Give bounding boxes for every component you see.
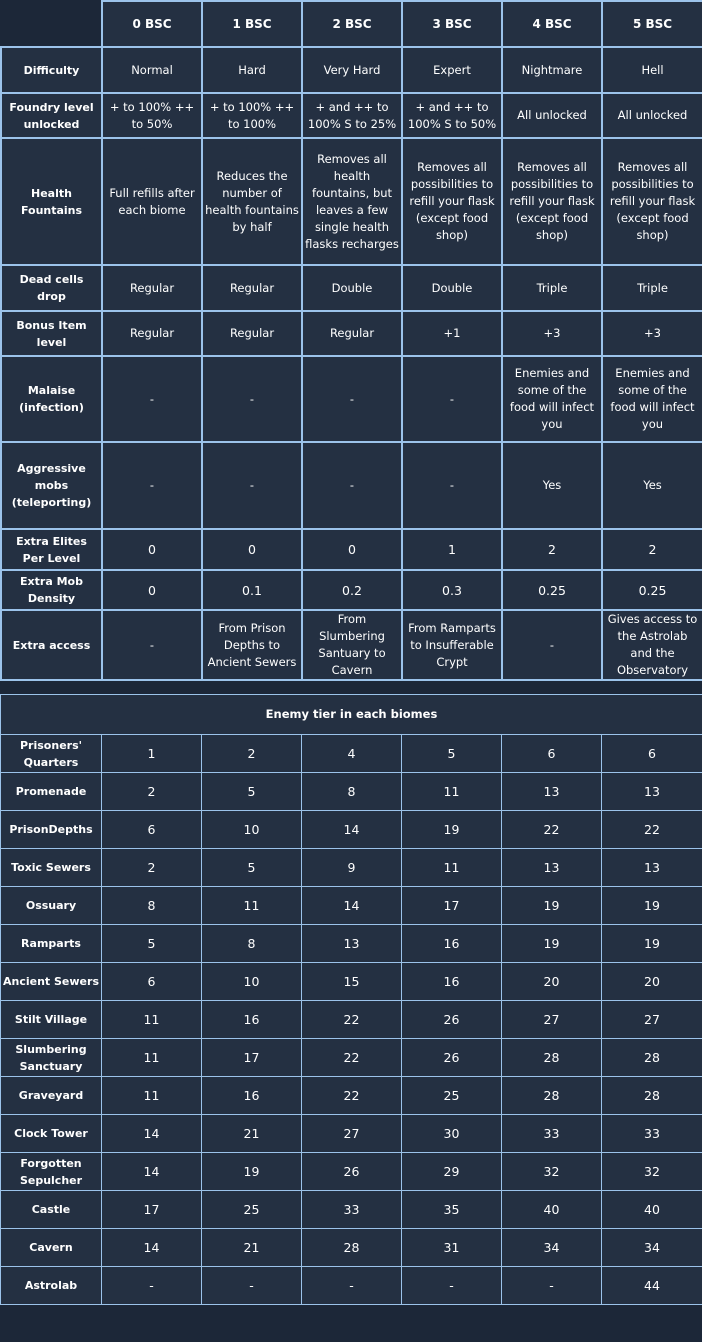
- table-cell: 33: [502, 1115, 602, 1153]
- table-cell: 29: [402, 1153, 502, 1191]
- table-cell: From Slumbering Santuary to Cavern: [302, 610, 402, 680]
- table-cell: -: [502, 1267, 602, 1305]
- table-cell: Enemies and some of the food will infect you: [602, 356, 702, 442]
- table-cell: 19: [402, 811, 502, 849]
- table-cell: 19: [202, 1153, 302, 1191]
- table-cell: Triple: [502, 265, 602, 311]
- table-cell: From Prison Depths to Ancient Sewers: [202, 610, 302, 680]
- table-cell: 28: [502, 1077, 602, 1115]
- row-label: Difficulty: [1, 47, 102, 93]
- table-cell: 28: [602, 1077, 702, 1115]
- table-cell: 31: [402, 1229, 502, 1267]
- table-cell: Removes all possibilities to refill your flask (except food shop): [402, 138, 502, 265]
- table-cell: +3: [602, 311, 702, 356]
- row-aggressive-mobs: [1, 442, 702, 529]
- row-label: Health Fountains: [1, 138, 102, 265]
- table-cell: 19: [602, 887, 702, 925]
- table-cell: Normal: [102, 47, 202, 93]
- biome-label: Ossuary: [1, 887, 102, 925]
- table-cell: 17: [402, 887, 502, 925]
- table-cell: 19: [502, 887, 602, 925]
- row-dead-cells-drop: [1, 265, 702, 311]
- table-row: [1, 887, 702, 925]
- table-row: [1, 1267, 702, 1305]
- table-cell: 32: [602, 1153, 702, 1191]
- table-cell: 14: [302, 811, 402, 849]
- biome-label: Stilt Village: [1, 1001, 102, 1039]
- table-cell: 11: [102, 1001, 202, 1039]
- table-cell: 33: [302, 1191, 402, 1229]
- table-cell: 25: [202, 1191, 302, 1229]
- column-header: 0 BSC: [102, 1, 202, 47]
- table-cell: 34: [602, 1229, 702, 1267]
- table-cell: Expert: [402, 47, 502, 93]
- biome-label: Cavern: [1, 1229, 102, 1267]
- biome-label: PrisonDepths: [1, 811, 102, 849]
- table-cell: + and ++ to 100% S to 50%: [402, 93, 502, 138]
- table-cell: 1: [102, 735, 202, 773]
- table-cell: 14: [102, 1153, 202, 1191]
- table-cell: Regular: [302, 311, 402, 356]
- table-cell: Double: [302, 265, 402, 311]
- table-cell: 0.3: [402, 570, 502, 610]
- table-cell: 9: [302, 849, 402, 887]
- row-extra-access: [1, 610, 702, 680]
- table-cell: Reduces the number of health fountains by half: [202, 138, 302, 265]
- table-cell: 22: [602, 811, 702, 849]
- column-header: 2 BSC: [302, 1, 402, 47]
- table-cell: Removes all health fountains, but leaves a few single health flasks recharges: [302, 138, 402, 265]
- table-cell: 11: [202, 887, 302, 925]
- table-cell: 27: [602, 1001, 702, 1039]
- row-label: Malaise (infection): [1, 356, 102, 442]
- table-cell: Yes: [502, 442, 602, 529]
- row-label: Aggressive mobs (teleporting): [1, 442, 102, 529]
- table-cell: 8: [302, 773, 402, 811]
- table-cell: 34: [502, 1229, 602, 1267]
- table-cell: 8: [202, 925, 302, 963]
- table-cell: 0: [202, 529, 302, 570]
- table-cell: 8: [102, 887, 202, 925]
- table-row: [1, 1153, 702, 1191]
- biome-label: Castle: [1, 1191, 102, 1229]
- table-cell: 0: [102, 529, 202, 570]
- table-cell: -: [502, 610, 602, 680]
- table-cell: -: [102, 356, 202, 442]
- table-cell: 14: [102, 1229, 202, 1267]
- row-label: Extra access: [1, 610, 102, 680]
- table-cell: 21: [202, 1115, 302, 1153]
- table-row: [1, 773, 702, 811]
- table-cell: 2: [102, 773, 202, 811]
- biome-label: Graveyard: [1, 1077, 102, 1115]
- table-cell: 6: [102, 811, 202, 849]
- table-cell: 6: [102, 963, 202, 1001]
- table-cell: All unlocked: [602, 93, 702, 138]
- table-cell: 0.25: [502, 570, 602, 610]
- table-cell: Hell: [602, 47, 702, 93]
- table-cell: 4: [302, 735, 402, 773]
- table-cell: 16: [402, 963, 502, 1001]
- enemy-tier-title-row: [1, 695, 702, 735]
- table-row: [1, 963, 702, 1001]
- table-cell: 0.25: [602, 570, 702, 610]
- table-cell: -: [102, 610, 202, 680]
- column-header: 5 BSC: [602, 1, 702, 47]
- table-cell: 13: [302, 925, 402, 963]
- table-cell: 17: [102, 1191, 202, 1229]
- table-cell: + and ++ to 100% S to 25%: [302, 93, 402, 138]
- table-cell: + to 100% ++ to 100%: [202, 93, 302, 138]
- enemy-tier-title: Enemy tier in each biomes: [1, 695, 702, 735]
- row-label: Bonus Item level: [1, 311, 102, 356]
- table-row: [1, 1077, 702, 1115]
- biome-label: Ramparts: [1, 925, 102, 963]
- row-malaise: [1, 356, 702, 442]
- table-cell: 15: [302, 963, 402, 1001]
- table-cell: Very Hard: [302, 47, 402, 93]
- table-cell: 19: [602, 925, 702, 963]
- table-row: [1, 1115, 702, 1153]
- table-row: [1, 849, 702, 887]
- column-header: 1 BSC: [202, 1, 302, 47]
- table-cell: All unlocked: [502, 93, 602, 138]
- table-cell: 2: [202, 735, 302, 773]
- table-cell: Regular: [102, 265, 202, 311]
- row-health-fountains: [1, 138, 702, 265]
- table-cell: 27: [502, 1001, 602, 1039]
- table-cell: 16: [202, 1077, 302, 1115]
- table-cell: 14: [102, 1115, 202, 1153]
- table-cell: -: [302, 442, 402, 529]
- biome-label: Forgotten Sepulcher: [1, 1153, 102, 1191]
- table-cell: 5: [102, 925, 202, 963]
- table-cell: Removes all possibilities to refill your flask (except food shop): [602, 138, 702, 265]
- table-cell: 2: [602, 529, 702, 570]
- table-row: [1, 1229, 702, 1267]
- row-label: Foundry level unlocked: [1, 93, 102, 138]
- row-bonus-item-level: [1, 311, 702, 356]
- table-cell: -: [402, 442, 502, 529]
- table-cell: 13: [502, 849, 602, 887]
- row-extra-elites: [1, 529, 702, 570]
- table-cell: 28: [602, 1039, 702, 1077]
- table-cell: 5: [402, 735, 502, 773]
- table-cell: 26: [402, 1001, 502, 1039]
- table-cell: Gives access to the Astrolab and the Observatory: [602, 610, 702, 680]
- table-cell: 20: [602, 963, 702, 1001]
- table-cell: Double: [402, 265, 502, 311]
- table-cell: 26: [302, 1153, 402, 1191]
- table-cell: 27: [302, 1115, 402, 1153]
- biome-label: Promenade: [1, 773, 102, 811]
- table-cell: 5: [202, 773, 302, 811]
- table-cell: + to 100% ++ to 50%: [102, 93, 202, 138]
- table-cell: 26: [402, 1039, 502, 1077]
- table-cell: 14: [302, 887, 402, 925]
- table-cell: 0: [302, 529, 402, 570]
- table-cell: 17: [202, 1039, 302, 1077]
- table-cell: 0.2: [302, 570, 402, 610]
- table-row: [1, 1039, 702, 1077]
- table-cell: -: [202, 1267, 302, 1305]
- row-extra-mob-density: [1, 570, 702, 610]
- table-cell: Full refills after each biome: [102, 138, 202, 265]
- table-cell: 16: [402, 925, 502, 963]
- table-cell: 11: [402, 773, 502, 811]
- table-cell: 21: [202, 1229, 302, 1267]
- table-row: [1, 735, 702, 773]
- table-cell: 19: [502, 925, 602, 963]
- table-cell: +1: [402, 311, 502, 356]
- table-cell: Regular: [102, 311, 202, 356]
- table-cell: -: [102, 442, 202, 529]
- table-cell: -: [402, 356, 502, 442]
- table-cell: Regular: [202, 265, 302, 311]
- table-cell: Yes: [602, 442, 702, 529]
- table-cell: -: [402, 1267, 502, 1305]
- table-cell: 28: [302, 1229, 402, 1267]
- column-header: 3 BSC: [402, 1, 502, 47]
- table-cell: Nightmare: [502, 47, 602, 93]
- table-cell: 13: [602, 773, 702, 811]
- table-cell: 16: [202, 1001, 302, 1039]
- table-cell: 2: [502, 529, 602, 570]
- table-cell: 10: [202, 811, 302, 849]
- table-cell: 33: [602, 1115, 702, 1153]
- table-row: [1, 811, 702, 849]
- biome-label: Slumbering Sanctuary: [1, 1039, 102, 1077]
- row-difficulty: [1, 47, 702, 93]
- table-cell: 0.1: [202, 570, 302, 610]
- table-cell: -: [102, 1267, 202, 1305]
- table-cell: 20: [502, 963, 602, 1001]
- row-foundry-level: [1, 93, 702, 138]
- table-cell: 11: [102, 1077, 202, 1115]
- table-row: [1, 925, 702, 963]
- biome-label: Clock Tower: [1, 1115, 102, 1153]
- biome-label: Toxic Sewers: [1, 849, 102, 887]
- table-cell: -: [302, 356, 402, 442]
- column-header: 4 BSC: [502, 1, 602, 47]
- table-cell: 30: [402, 1115, 502, 1153]
- table-cell: 13: [502, 773, 602, 811]
- table-cell: 35: [402, 1191, 502, 1229]
- table-cell: 13: [602, 849, 702, 887]
- table-cell: 1: [402, 529, 502, 570]
- table-cell: 11: [102, 1039, 202, 1077]
- row-label: Dead cells drop: [1, 265, 102, 311]
- table-cell: 6: [502, 735, 602, 773]
- table-cell: -: [302, 1267, 402, 1305]
- table-cell: 28: [502, 1039, 602, 1077]
- table-cell: Removes all possibilities to refill your flask (except food shop): [502, 138, 602, 265]
- table-cell: From Ramparts to Insufferable Crypt: [402, 610, 502, 680]
- table-cell: -: [202, 356, 302, 442]
- table-cell: Enemies and some of the food will infect you: [502, 356, 602, 442]
- table-cell: 0: [102, 570, 202, 610]
- table-cell: 6: [602, 735, 702, 773]
- table-cell: 22: [502, 811, 602, 849]
- table-cell: 2: [102, 849, 202, 887]
- table-cell: 22: [302, 1077, 402, 1115]
- table-cell: 32: [502, 1153, 602, 1191]
- row-label: Extra Elites Per Level: [1, 529, 102, 570]
- table-cell: +3: [502, 311, 602, 356]
- biome-label: Ancient Sewers: [1, 963, 102, 1001]
- table-row: [1, 1001, 702, 1039]
- table-cell: Triple: [602, 265, 702, 311]
- biome-label: Astrolab: [1, 1267, 102, 1305]
- table-cell: 10: [202, 963, 302, 1001]
- biome-label: Prisoners' Quarters: [1, 735, 102, 773]
- table-cell: 22: [302, 1039, 402, 1077]
- row-label: Extra Mob Density: [1, 570, 102, 610]
- table-cell: 22: [302, 1001, 402, 1039]
- table-cell: 40: [502, 1191, 602, 1229]
- enemy-tier-table: [0, 694, 702, 1305]
- table-cell: 44: [602, 1267, 702, 1305]
- header-row: [1, 1, 702, 47]
- table-cell: 40: [602, 1191, 702, 1229]
- table-cell: 11: [402, 849, 502, 887]
- table-cell: -: [202, 442, 302, 529]
- table-row: [1, 1191, 702, 1229]
- table-cell: Hard: [202, 47, 302, 93]
- corner-cell: [1, 1, 102, 47]
- table-cell: Regular: [202, 311, 302, 356]
- table-cell: 5: [202, 849, 302, 887]
- table-cell: 25: [402, 1077, 502, 1115]
